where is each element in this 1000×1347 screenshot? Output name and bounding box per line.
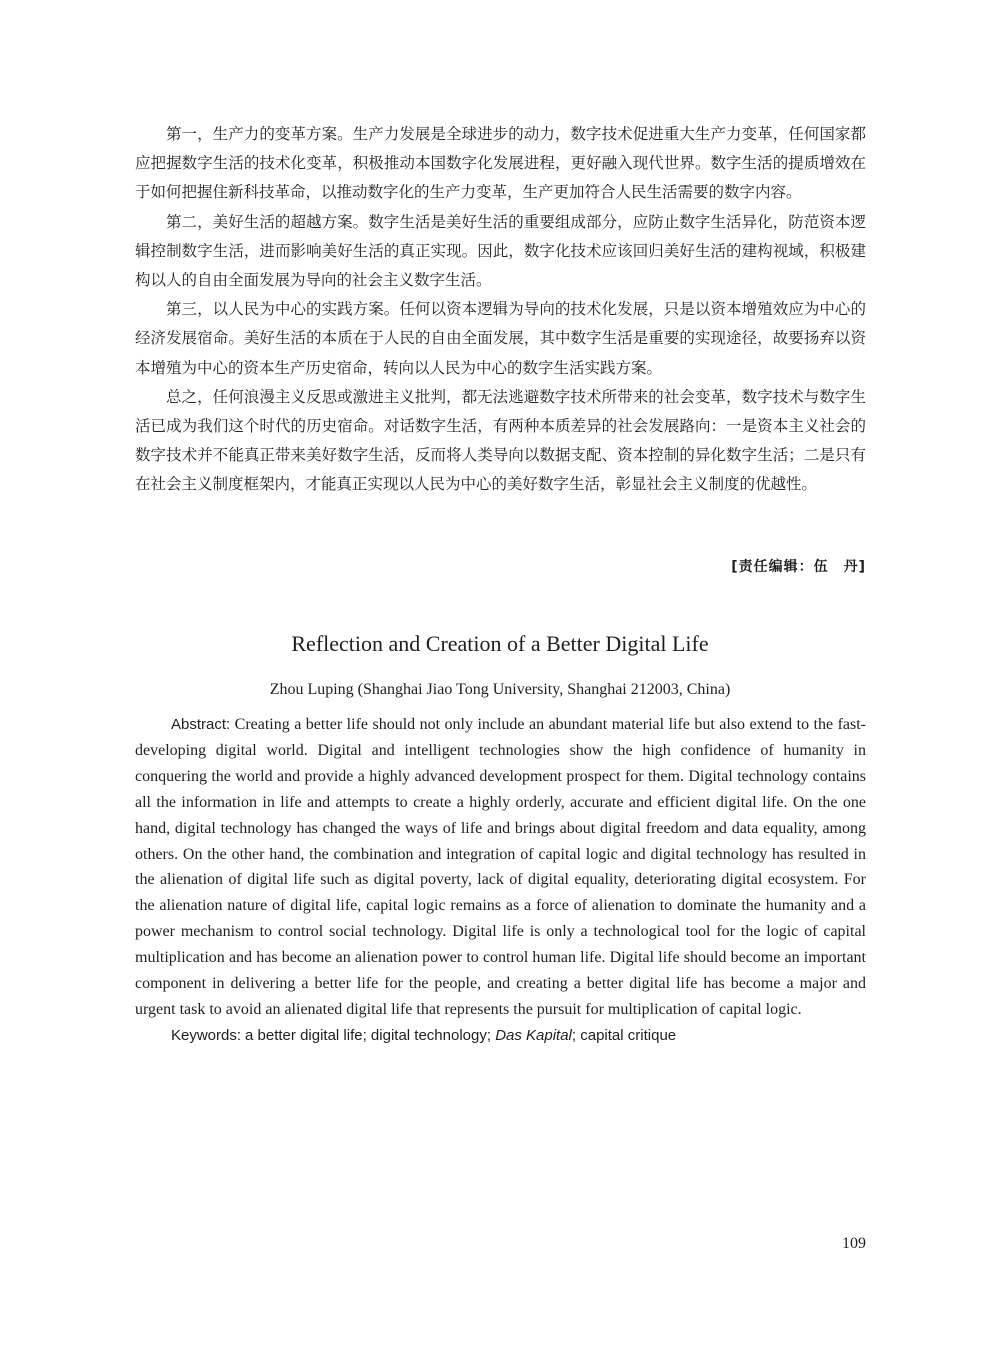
english-abstract-section <box>135 712 866 1049</box>
chinese-paragraph-3: 第三，以人民为中心的实践方案。任何以资本逻辑为导向的技术化发展，只是以资本增殖效应为中心的经济发展宿命。美好生活的本质在于人民的自由全面发展，其中数字生活是重要的实现途径，故要扬弃以资本增殖为中心的资本生产历史宿命，转向以人民为中心的数字生活实践方案。 <box>135 300 866 377</box>
chinese-paragraph-1: 第一，生产力的变革方案。生产力发展是全球进步的动力，数字技术促进重大生产力变革，任何国家都应把握数字生活的技术化变革，积极推动本国数字化发展进程，更好融入现代世界。数字生活的提质增效在于如何把握住新科技革命，以推动数字化的生产力变革，生产更加符合人民生活需要的数字内容。 <box>135 125 866 202</box>
abstract-label: Abstract: <box>171 716 231 733</box>
keywords-line <box>135 1023 866 1049</box>
chinese-body <box>135 120 866 500</box>
keywords-text-1: a better digital life; digital technology; <box>245 1026 496 1044</box>
abstract-paragraph <box>135 712 866 1023</box>
chinese-paragraph-2: 第二，美好生活的超越方案。数字生活是美好生活的重要组成部分，应防止数字生活异化，防范资本逻辑控制数字生活，进而影响美好生活的真正实现。因此，数字化技术应该回归美好生活的建构视域，积极建构以人的自由全面发展为导向的社会主义数字生活。 <box>135 212 866 290</box>
keywords-text-2: ; capital critique <box>571 1026 677 1044</box>
english-title: Reflection and Creation of a Better Digital Life <box>291 631 709 656</box>
chinese-paragraph-4: 总之，任何浪漫主义反思或激进主义批判，都无法逃避数字技术所带来的社会变革，数字技术与数字生活已成为我们这个时代的历史宿命。对话数字生活，有两种本质差异的社会发展路向：一是资本主义社会的数字技术并不能真正带来美好数字生活，反而将人类导向以数据支配、资本控制的异化数字生活；二是只有在社会主义制度框架内，才能真正实现以人民为中心的美好数字生活，彰显社会主义制度的优越性。 <box>135 387 866 494</box>
page-number: 109 <box>842 1235 866 1252</box>
abstract-text: Creating a better life should not only include an abundant material life but also extend to the fast-developing digital world. Digital and intelligent technologies show the high confidence of humanity in conquering the world and provide a highly advanced development prospect for them. Digital technology contains all the information in life and attempts to create a highly orderly, accurate and efficient digital life. On the one hand, digital technology has changed the ways of life and brings about digital freedom and data equality, among others. On the other hand, the combination and integration of capital logic and digital technology has resulted in the alienation of digital life such as digital poverty, lack of digital equality, deteriorating digital ecosystem. For the alienation nature of digital life, capital logic remains as a force of alienation to dominate the humanity and a power mechanism to control social technology. Digital life is only a technological tool for the logic of capital multiplication and has become an alienation power to control human life. Digital life should become an important component in delivering a better life for the people, and creating a better digital life has become a major and urgent task to avoid an alienated digital life that represents the pursuit for multiplication of capital logic. <box>135 716 866 1018</box>
keywords-label: Keywords: <box>171 1026 242 1044</box>
keywords-italic: Das Kapital <box>495 1026 572 1044</box>
author-affiliation: Zhou Luping (Shanghai Jiao Tong University, Shanghai 212003, China) <box>269 681 731 698</box>
editor-note: [责任编辑：伍 丹] <box>731 559 866 575</box>
